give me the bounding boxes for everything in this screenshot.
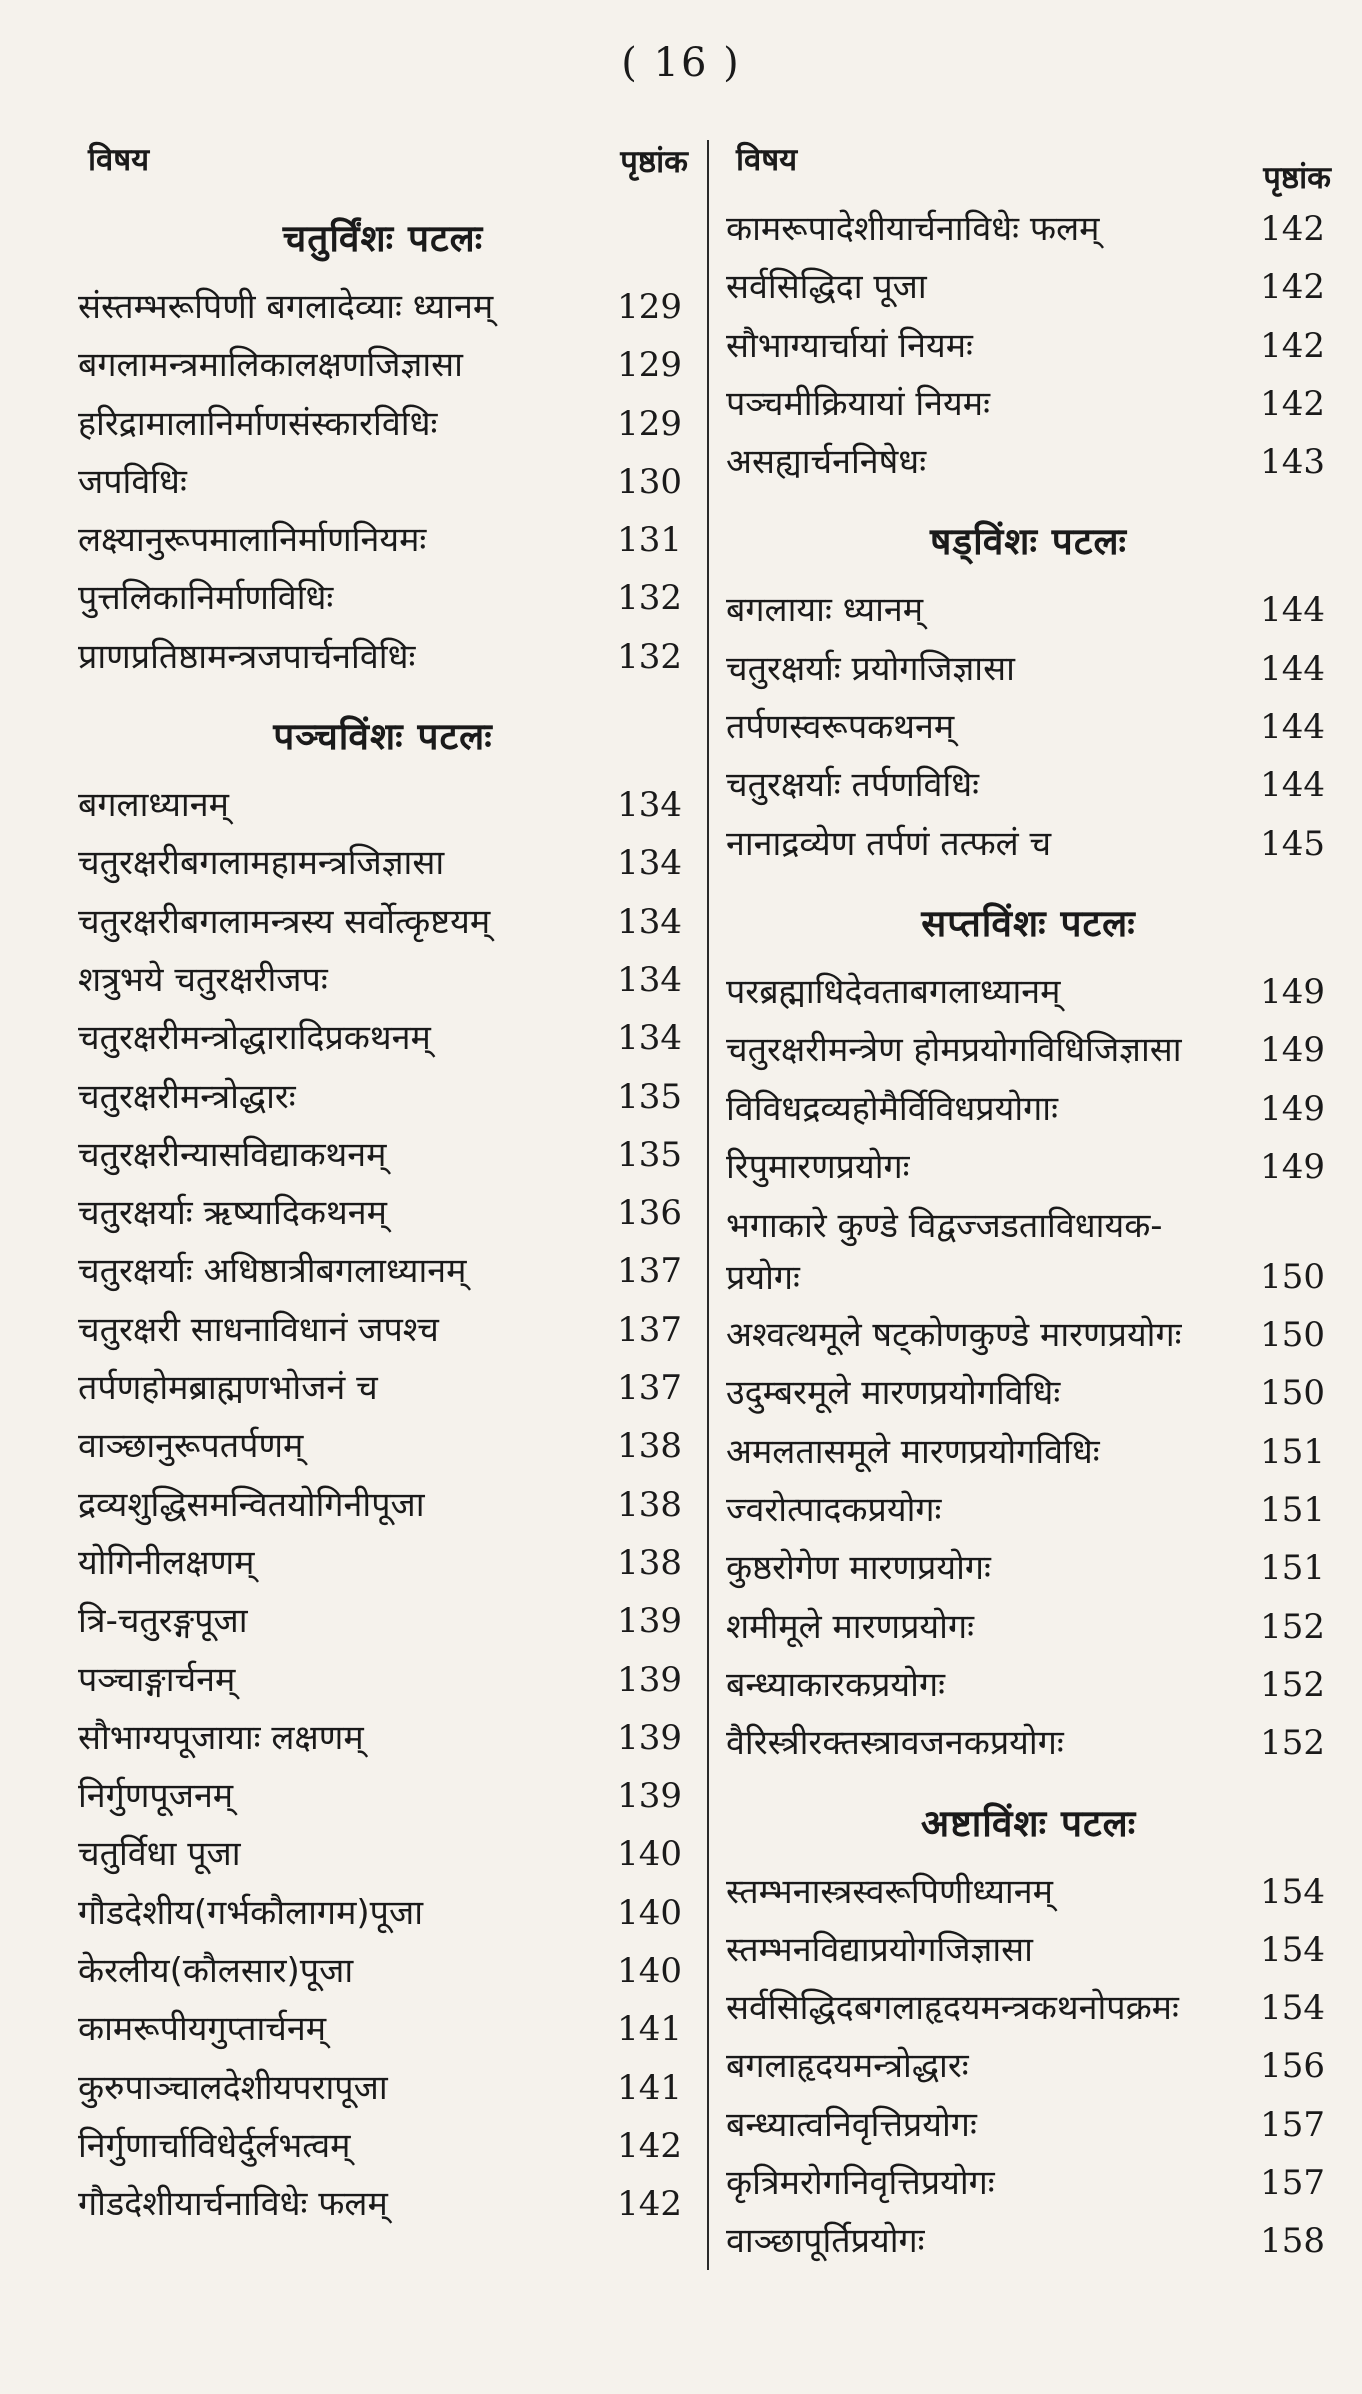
toc-entry-title: बगलाहृदयमन्त्रोद्धारः bbox=[726, 2046, 969, 2087]
toc-entry-title: तर्पणस्वरूपकथनम् bbox=[726, 707, 955, 748]
right-column-header bbox=[726, 130, 1331, 200]
toc-entry-page: 157 bbox=[1260, 2104, 1325, 2145]
chapter-heading: पञ्चविंशः पटलः bbox=[273, 715, 493, 759]
toc-entry-title: गौडदेशीय(गर्भकौलागम)पूजा bbox=[78, 1892, 424, 1933]
toc-entry-page: 141 bbox=[617, 2067, 682, 2108]
toc-entry bbox=[78, 1534, 688, 1592]
toc-entry-title: पञ्चाङ्गार्चनम् bbox=[78, 1659, 236, 1700]
toc-entry-page: 140 bbox=[617, 1892, 682, 1933]
toc-entry bbox=[78, 628, 688, 686]
toc-entry-page: 134 bbox=[617, 785, 682, 826]
toc-entry-page: 139 bbox=[617, 1776, 682, 1817]
toc-entry-title: तर्पणहोमब्राह्मणभोजनं च bbox=[78, 1368, 378, 1409]
toc-entry bbox=[726, 1656, 1331, 1714]
toc-entry-title: योगिनीलक्षणम् bbox=[78, 1542, 255, 1583]
toc-entry bbox=[726, 433, 1331, 491]
left-sections bbox=[78, 200, 688, 2246]
toc-entry-title: कुष्ठरोगेण मारणप्रयोगः bbox=[726, 1548, 991, 1589]
toc-entry-page: 132 bbox=[617, 636, 682, 677]
toc-entry-title: अमलतासमूले मारणप्रयोगविधिः bbox=[726, 1431, 1100, 1472]
toc-entry-title: जपविधिः bbox=[78, 461, 187, 502]
toc-entry bbox=[78, 395, 688, 453]
toc-entry-page: 137 bbox=[617, 1309, 682, 1350]
toc-entry-page: 131 bbox=[617, 520, 682, 561]
toc-entry-title: सौभाग्यपूजायाः लक्षणम् bbox=[78, 1717, 364, 1758]
toc-entry-title: असह्यार्चननिषेधः bbox=[726, 442, 927, 483]
toc-entry bbox=[78, 278, 688, 336]
toc-entry bbox=[726, 200, 1331, 258]
toc-entry-title: चतुरक्षर्याः प्रयोगजिज्ञासा bbox=[726, 648, 1015, 689]
toc-entry-title: कामरूपादेशीयार्चनाविधेः फलम् bbox=[726, 209, 1100, 249]
toc-entry bbox=[78, 2117, 688, 2175]
toc-entry bbox=[78, 1942, 688, 2000]
toc-entry bbox=[78, 1592, 688, 1650]
toc-entry-page: 138 bbox=[617, 1542, 682, 1583]
toc-entry-page: 144 bbox=[1260, 590, 1325, 631]
toc-entry-page: 139 bbox=[617, 1601, 682, 1642]
toc-entry bbox=[78, 1709, 688, 1767]
toc-entry-page: 149 bbox=[1260, 1030, 1325, 1071]
toc-entry-page: 150 bbox=[1260, 1315, 1325, 1356]
toc-entry bbox=[78, 834, 688, 892]
toc-entry-page: 152 bbox=[1260, 1606, 1325, 1647]
toc-entry-title: सर्वसिद्धिदबगलाहृदयमन्त्रकथनोपक्रमः bbox=[726, 1988, 1179, 2029]
toc-entry bbox=[78, 453, 688, 511]
toc-entry-page: 149 bbox=[1260, 971, 1325, 1012]
toc-entry bbox=[78, 951, 688, 1009]
toc-entry-page: 145 bbox=[1260, 823, 1325, 864]
toc-entry bbox=[726, 1921, 1331, 1979]
toc-entry bbox=[78, 1301, 688, 1359]
toc-entry bbox=[78, 1651, 688, 1709]
toc-entry-title: चतुरक्षरीमन्त्रोद्धारादिप्रकथनम् bbox=[78, 1018, 431, 1059]
toc-entry-title: कुरुपाञ्चालदेशीयपरापूजा bbox=[78, 2067, 388, 2108]
toc-entry bbox=[78, 1068, 688, 1126]
toc-entry-page: 152 bbox=[1260, 1664, 1325, 1705]
toc-entry-title: चतुरक्षरीबगलामहामन्त्रजिज्ञासा bbox=[78, 843, 445, 884]
page-heading: पृष्ठांक bbox=[620, 144, 688, 180]
toc-entry-page: 141 bbox=[617, 2009, 682, 2050]
toc-entry bbox=[726, 581, 1331, 639]
toc-entry bbox=[78, 893, 688, 951]
toc-entry bbox=[726, 2212, 1331, 2270]
toc-entry bbox=[726, 640, 1331, 698]
column-divider bbox=[707, 140, 709, 2270]
left-column-header bbox=[78, 130, 688, 200]
toc-entry-page: 158 bbox=[1260, 2221, 1325, 2262]
toc-entry bbox=[726, 1423, 1331, 1481]
toc-entry bbox=[78, 336, 688, 394]
toc-entry bbox=[726, 375, 1331, 433]
subject-heading: विषय bbox=[88, 142, 150, 178]
toc-entry-title: केरलीय(कौलसार)पूजा bbox=[78, 1951, 354, 1992]
toc-entry-title: चतुरक्षरीमन्त्रेण होमप्रयोगविधिजिज्ञासा bbox=[726, 1030, 1182, 1071]
toc-entry-page: 132 bbox=[617, 578, 682, 619]
toc-entry-title: स्तम्भनविद्याप्रयोगजिज्ञासा bbox=[726, 1929, 1033, 1970]
toc-entry bbox=[726, 1138, 1331, 1196]
right-column bbox=[726, 130, 1331, 2283]
toc-entry-title: कृत्रिमरोगनिवृत्तिप्रयोगः bbox=[726, 2163, 995, 2204]
section-gap bbox=[726, 873, 1331, 885]
toc-entry-title: वाञ्छापूर्तिप्रयोगः bbox=[726, 2221, 925, 2262]
toc-entry-title: वैरिस्त्रीरक्तस्त्रावजनकप्रयोगः bbox=[726, 1723, 1064, 1764]
toc-entry bbox=[78, 2175, 688, 2233]
toc-entry bbox=[78, 1825, 688, 1883]
toc-entry-title: बगलामन्त्रमालिकालक्षणजिज्ञासा bbox=[78, 345, 463, 386]
toc-entry bbox=[726, 2096, 1331, 2154]
toc-entry bbox=[78, 1184, 688, 1242]
toc-entry bbox=[78, 1884, 688, 1942]
toc-entry-page: 143 bbox=[1260, 442, 1325, 483]
toc-entry-page: 151 bbox=[1260, 1431, 1325, 1472]
chapter-heading: षड्विंशः पटलः bbox=[929, 520, 1128, 564]
toc-entry bbox=[726, 317, 1331, 375]
section-gap bbox=[726, 2271, 1331, 2283]
toc-entry bbox=[726, 1196, 1331, 1306]
toc-entry-title: चतुरक्षर्याः तर्पणविधिः bbox=[726, 765, 980, 806]
toc-entry-page: 142 bbox=[1260, 325, 1325, 366]
toc-entry bbox=[726, 698, 1331, 756]
right-sections bbox=[726, 503, 1331, 2282]
toc-entry-page: 137 bbox=[617, 1251, 682, 1292]
toc-entry-page: 154 bbox=[1260, 1988, 1325, 2029]
toc-entry-page: 142 bbox=[617, 2184, 682, 2225]
toc-entry-page: 144 bbox=[1260, 765, 1325, 806]
toc-entry-page: 137 bbox=[617, 1368, 682, 1409]
toc-entry-title: सर्वसिद्धिदा पूजा bbox=[726, 267, 927, 308]
toc-entry-title: नानाद्रव्येण तर्पणं तत्फलं च bbox=[726, 823, 1052, 864]
toc-entry bbox=[726, 1021, 1331, 1079]
toc-entry-page: 156 bbox=[1260, 2046, 1325, 2087]
toc-entry-title: रिपुमारणप्रयोगः bbox=[726, 1146, 910, 1187]
toc-entry bbox=[726, 756, 1331, 814]
toc-entry-title: स्तम्भनास्त्रस्वरूपिणीध्यानम् bbox=[726, 1871, 1053, 1912]
toc-entry bbox=[78, 1009, 688, 1067]
toc-entry bbox=[78, 1242, 688, 1300]
toc-entry-page: 149 bbox=[1260, 1088, 1325, 1129]
page-number: ( 16 ) bbox=[621, 40, 741, 86]
toc-entry bbox=[726, 1714, 1331, 1772]
left-column bbox=[78, 130, 688, 2246]
toc-entry-page: 149 bbox=[1260, 1146, 1325, 1187]
toc-entry-title: हरिद्रामालानिर्माणसंस्कारविधिः bbox=[78, 403, 438, 444]
toc-entry-title: चतुरक्षरीबगलामन्त्रस्य सर्वोत्कृष्टयम् bbox=[78, 901, 491, 942]
toc-entry-page: 129 bbox=[617, 345, 682, 386]
toc-entry-page: 152 bbox=[1260, 1723, 1325, 1764]
toc-entry bbox=[726, 2037, 1331, 2095]
toc-entry bbox=[78, 776, 688, 834]
toc-entry-page: 157 bbox=[1260, 2163, 1325, 2204]
toc-entry-title: ज्वरोत्पादकप्रयोगः bbox=[726, 1490, 942, 1531]
toc-entry-page: 144 bbox=[1260, 648, 1325, 689]
toc-entry bbox=[726, 1863, 1331, 1921]
toc-entry-title: सौभाग्यार्चायां नियमः bbox=[726, 325, 973, 366]
toc-entry-page: 142 bbox=[1260, 267, 1325, 308]
toc-entry-page: 151 bbox=[1260, 1548, 1325, 1589]
toc-entry-page: 134 bbox=[617, 1018, 682, 1059]
toc-entry-title: त्रि-चतुरङ्गपूजा bbox=[78, 1601, 248, 1642]
toc-entry-title: शमीमूले मारणप्रयोगः bbox=[726, 1606, 974, 1647]
toc-entry-title: पञ्चमीक्रियायां नियमः bbox=[726, 383, 990, 424]
toc-entry-title: चतुरक्षर्याः अधिष्ठात्रीबगलाध्यानम् bbox=[78, 1251, 467, 1292]
toc-entry bbox=[78, 511, 688, 569]
toc-entry-page: 135 bbox=[617, 1134, 682, 1175]
toc-entry-page: 151 bbox=[1260, 1490, 1325, 1531]
toc-entry-title: गौडदेशीयार्चनाविधेः फलम् bbox=[78, 2184, 388, 2225]
section-gap bbox=[78, 686, 688, 698]
section-gap bbox=[726, 1773, 1331, 1785]
toc-entry-page: 134 bbox=[617, 843, 682, 884]
toc-entry-title: परब्रह्माधिदेवताबगलाध्यानम् bbox=[726, 971, 1061, 1012]
toc-entry-title: संस्तम्भरूपिणी बगलादेव्याः ध्यानम् bbox=[78, 287, 494, 327]
toc-entry bbox=[78, 2059, 688, 2117]
right-top-entries bbox=[726, 200, 1331, 503]
toc-entry-page: 139 bbox=[617, 1717, 682, 1758]
toc-entry bbox=[726, 1539, 1331, 1597]
toc-entry-title: निर्गुणार्चाविधेर्दुर्लभत्वम् bbox=[78, 2125, 351, 2166]
toc-entry-title: द्रव्यशुद्धिसमन्वितयोगिनीपूजा bbox=[78, 1484, 425, 1525]
chapter-heading: सप्तविंशः पटलः bbox=[921, 901, 1136, 945]
chapter-heading: चतुर्विंशः पटलः bbox=[282, 217, 484, 260]
toc-entry-page: 138 bbox=[617, 1426, 682, 1467]
toc-entry-page: 134 bbox=[617, 901, 682, 942]
toc-entry-page: 150 bbox=[1260, 1257, 1325, 1298]
toc-entry bbox=[726, 1306, 1331, 1364]
toc-entry-page: 154 bbox=[1260, 1929, 1325, 1970]
toc-entry-title: लक्ष्यानुरूपमालानिर्माणनियमः bbox=[78, 520, 427, 561]
chapter-heading: अष्टाविंशः पटलः bbox=[920, 1801, 1137, 1845]
toc-entry-title: अश्वत्थमूले षट्कोणकुण्डे मारणप्रयोगः bbox=[726, 1315, 1182, 1356]
toc-entry-page: 135 bbox=[617, 1076, 682, 1117]
toc-entry-title: विविधद्रव्यहोमैर्विविधप्रयोगाः bbox=[726, 1088, 1058, 1129]
toc-entry-title: शत्रुभये चतुरक्षरीजपः bbox=[78, 959, 328, 1000]
toc-entry bbox=[726, 815, 1331, 873]
toc-entry-page: 129 bbox=[617, 287, 682, 327]
toc-entry-page: 142 bbox=[617, 2125, 682, 2166]
toc-entry-title: पुत्तलिकानिर्माणविधिः bbox=[78, 578, 334, 619]
section-gap bbox=[726, 491, 1331, 503]
page-heading: पृष्ठांक bbox=[1263, 160, 1331, 196]
toc-entry-title: उदुम्बरमूले मारणप्रयोगविधिः bbox=[726, 1373, 1061, 1414]
toc-entry-page: 130 bbox=[617, 461, 682, 502]
toc-entry-page: 140 bbox=[617, 1834, 682, 1875]
toc-entry bbox=[726, 2154, 1331, 2212]
toc-entry-title: निर्गुणपूजनम् bbox=[78, 1776, 234, 1817]
toc-entry-page: 142 bbox=[1260, 383, 1325, 424]
toc-entry bbox=[78, 569, 688, 627]
toc-entry bbox=[78, 1359, 688, 1417]
toc-entry-page: 136 bbox=[617, 1193, 682, 1234]
section-gap bbox=[78, 2234, 688, 2246]
toc-entry-title: कामरूपीयगुप्तार्चनम् bbox=[78, 2009, 327, 2050]
toc-entry bbox=[726, 1979, 1331, 2037]
toc-entry bbox=[726, 1481, 1331, 1539]
toc-entry-title: चतुरक्षरीमन्त्रोद्धारः bbox=[78, 1076, 296, 1117]
toc-entry-title: बगलायाः ध्यानम् bbox=[726, 590, 924, 631]
toc-entry bbox=[78, 2000, 688, 2058]
toc-entry-title: चतुरक्षरीन्यासविद्याकथनम् bbox=[78, 1134, 387, 1175]
toc-entry-page: 144 bbox=[1260, 707, 1325, 748]
toc-entry-title: भगाकारे कुण्डे विद्वज्जडताविधायक- प्रयोगः bbox=[726, 1206, 1163, 1299]
toc-entry-page: 142 bbox=[1260, 209, 1325, 249]
toc-entry bbox=[78, 1767, 688, 1825]
toc-entry-page: 138 bbox=[617, 1484, 682, 1525]
toc-entry bbox=[726, 1364, 1331, 1422]
toc-entry-page: 129 bbox=[617, 403, 682, 444]
toc-entry-title: चतुरक्षर्याः ऋष्यादिकथनम् bbox=[78, 1193, 387, 1234]
subject-heading: विषय bbox=[736, 142, 798, 178]
toc-entry-title: बगलाध्यानम् bbox=[78, 785, 229, 826]
toc-entry bbox=[726, 1080, 1331, 1138]
toc-entry bbox=[726, 258, 1331, 316]
toc-entry-page: 154 bbox=[1260, 1871, 1325, 1912]
toc-entry bbox=[726, 963, 1331, 1021]
toc-entry-page: 134 bbox=[617, 959, 682, 1000]
toc-entry-title: वाञ्छानुरूपतर्पणम् bbox=[78, 1426, 304, 1467]
toc-entry-page: 140 bbox=[617, 1951, 682, 1992]
toc-entry bbox=[78, 1417, 688, 1475]
toc-entry-title: बन्ध्याकारकप्रयोगः bbox=[726, 1664, 945, 1705]
toc-entry bbox=[726, 1598, 1331, 1656]
toc-entry bbox=[78, 1476, 688, 1534]
toc-entry bbox=[78, 1126, 688, 1184]
toc-entry-title: प्राणप्रतिष्ठामन्त्रजपार्चनविधिः bbox=[78, 636, 416, 677]
toc-entry-page: 139 bbox=[617, 1659, 682, 1700]
toc-entry-title: बन्ध्यात्वनिवृत्तिप्रयोगः bbox=[726, 2104, 977, 2145]
toc-entry-title: चतुरक्षरी साधनाविधानं जपश्च bbox=[78, 1309, 439, 1350]
toc-entry-title: चतुर्विधा पूजा bbox=[78, 1834, 241, 1875]
toc-entry-page: 150 bbox=[1260, 1373, 1325, 1414]
